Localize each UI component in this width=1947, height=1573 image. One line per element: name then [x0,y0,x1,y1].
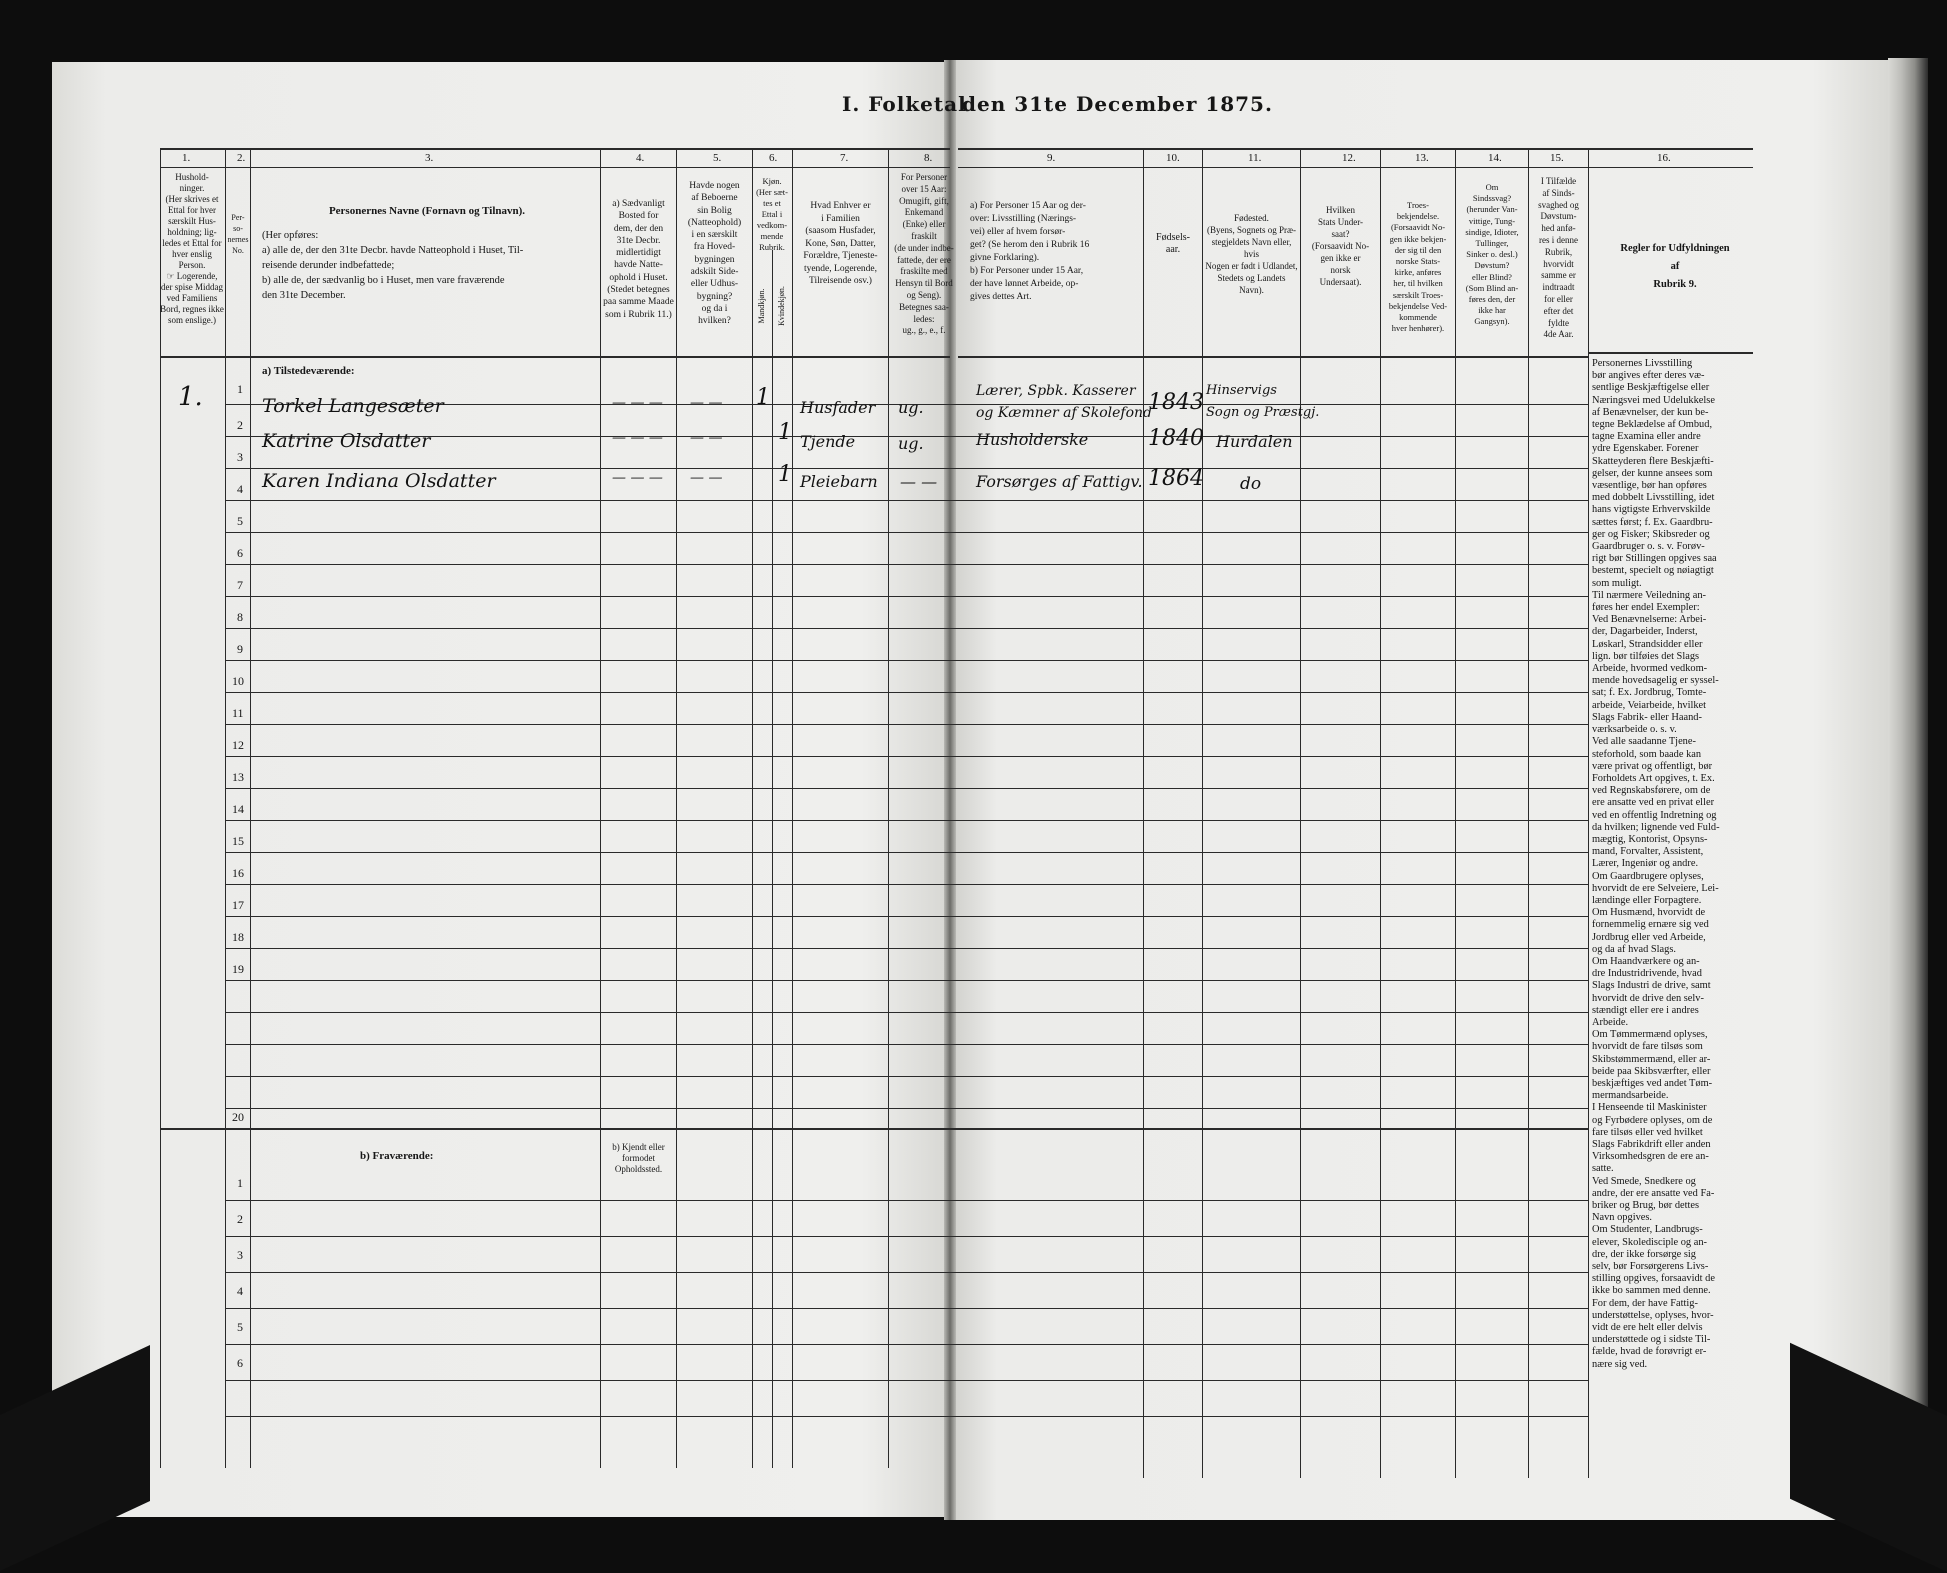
col-line [160,148,161,1468]
col-line [772,250,773,1468]
marital-status: ug. [898,398,924,417]
row-number: 5 [237,514,243,528]
row-number: 4 [237,482,243,496]
header-usual-residence: a) Sædvanligt Bosted for dem, der den 31te Decbr. midlertidigt havde Natte- ophold i Huset. (Stedet betegnes paa samme Maade som i Rubrik 11.) [603,199,674,320]
header-names-body: (Her opføres: a) alle de, der den 31te Decbr. havde Natteophold i Huset, Til- reisende derunder indbefattede; b) alle de, der sædvanlig bo i Huset, men vare fraværende den 31te December. [262,230,524,301]
absent-row-number: 1 [237,1176,243,1190]
row-line [225,724,1588,725]
col-line [1528,148,1529,1478]
row-line [225,948,1588,949]
col-line [888,148,889,1468]
col-number-2: 2. [237,152,246,164]
section-present: a) Tilstedeværende: [262,365,355,377]
header-birthplace: Fødested. (Byens, Sognets og Præ- stegjeldets Navn eller, hvis Nogen er født i Udlandet, Stedets og Landets Navn). [1205,213,1298,295]
header-sex-male: Mandkjøn. [757,288,766,324]
header-bottom-line-left [160,356,950,358]
col-line [225,148,226,1468]
col-line [752,148,753,1468]
col-number-8: 8. [924,152,933,164]
col-line [1380,148,1381,1478]
page-edges [1888,58,1928,1524]
row-number: 1 [237,382,243,396]
occupation: Husholderske [976,430,1089,449]
row-line [225,1308,1588,1309]
row-line [225,1272,1588,1273]
occupation: Forsørges af Fattigv. [976,472,1143,491]
header-occupation: a) For Personer 15 Aar og der- over: Livsstilling (Nærings- vei) eller af hvem forsør- get? (Se herom den i Rubrik 16 givne Forklaring). b) For Personer under 15 Aar, der have lønnet Arbeide, op- gives dettes Art. [970,201,1090,302]
absent-row-number: 4 [237,1284,243,1298]
col-line [676,148,677,1468]
absent-row-number: 5 [237,1320,243,1334]
row-line [225,1200,1588,1201]
col-line [1143,148,1144,1478]
row-line [225,1044,1588,1045]
marital-status: ug. [898,434,924,453]
family-role: Pleiebarn [800,472,878,491]
person-name: Karen Indiana Olsdatter [262,470,496,492]
row-line [225,692,1588,693]
header-religion: Troes- bekjendelse. (Forsaavidt No- gen ikke bekjen- der sig til den norske Stats- kirke, anføres her, til hvilken særskilt Troes- bekjendelse Ved- kommende hver henhører). [1388,200,1448,334]
col-number-11: 11. [1248,152,1262,164]
row-number: 3 [237,450,243,464]
row-line [225,532,1588,533]
row-number: 18 [232,930,244,944]
colnum-line-right [958,167,1753,168]
birth-year: 1840 [1148,426,1204,451]
header-outbuilding: Havde nogen af Beboerne sin Bolig (Natteophold) i en særskilt fra Hoved- bygningen adskilt Side- eller Udhus- bygning? og da i hvilken? [687,181,742,327]
header-onset: I Tilfælde af Sinds- svaghed og Døvstum- hed anfø- res i denne Rubrik, hvorvidt samme er indtraadt for eller efter det fyldte 4de Aar. [1538,176,1579,340]
col-number-16: 16. [1657,152,1671,164]
col-line [250,148,251,1468]
header-citizenship: Hvilken Stats Under- saat? (Forsaavidt No- gen ikke er norsk Undersaat). [1311,205,1370,287]
col-number-5: 5. [713,152,722,164]
row-number: 10 [232,674,244,688]
birthplace: do [1240,474,1262,494]
row-number: 11 [232,706,244,720]
person-name: Katrine Olsdatter [262,430,431,452]
header-disability: Om Sindssvag? (herunder Van- vittige, Tung- sindige, Idioter, Tullinger, Sinker o. desl.) Døvstum? eller Blind? (Som Blind an- føres den, der ikke har Gangsyn). [1465,182,1519,327]
absent-row-number: 6 [237,1356,243,1370]
table-top-line-right [958,148,1753,150]
row-line [225,788,1588,789]
col-number-15: 15. [1550,152,1564,164]
row-number: 14 [232,802,244,816]
birthplace: Hinservigs Sogn og Præstgj. [1206,383,1320,420]
row-line [225,564,1588,565]
row-line [225,596,1588,597]
col-number-9: 9. [1047,152,1056,164]
col-number-1: 1. [182,152,191,164]
col-line [792,148,793,1468]
row-line [225,1380,1588,1381]
header-sex: Kjøn. (Her sæt- tes et Ettal i vedkom- mende Rubrik. [756,176,788,252]
row-line [225,884,1588,885]
row-line [225,628,1588,629]
row-line [225,980,1588,981]
usual-residence: — — — [612,395,663,411]
row-line [225,468,1588,469]
row-number: 2 [237,418,243,432]
table-top-line-left [160,148,950,150]
row-number: 13 [232,770,244,784]
absent-residence-header: b) Kjendt eller formodet Opholdssted. [612,1142,665,1174]
row-line [225,1416,1588,1417]
row-number: 20 [232,1110,244,1124]
col-line [1455,148,1456,1478]
header-sex-female: Kvindekjøn. [777,286,786,326]
row-line [225,500,1588,501]
col16-header-line [1588,352,1753,354]
col-number-7: 7. [840,152,849,164]
row-number: 6 [237,546,243,560]
usual-residence: — — — [612,470,663,486]
title-right: den 31te December 1875. [962,92,1273,116]
rules-text: Personernes Livsstilling bør angives efter deres væ- sentlige Beskjæftigelse eller Næringsvei med Udelukkelse af Benævnelser, der kun be- tegne Beklædelse af Ombud, tagne Examina eller andre ydre Egenskaber. Forener Skatteyderen flere Beskjæfti- gelser, der kunne ansees som væsentlige, bør han opføres med dobbelt Livsstilling, idet hans vigtigste Erhvervskilde sættes først; f. Ex. Gaardbru- ger og Fisker; Skibsreder og Gaardbruger o. s. v. Forøv- rigt bør Stillingen opgives saa bestemt, specielt og nøiagtigt som muligt. Til nærmere Veiledning an- føres her endel Exempler: Ved Benævnelserne: Arbei- der, Dagarbeider, Inderst, Løskarl, Strandsidder eller lign. bør tilføies det Slags Arbeide, hvormed vedkom- mende hovedsagelig er syssel- sat; f. Ex. Jordbrug, Tomte- arbeide, Veiarbeide, hvilket Slags Fabrik- eller Haand- værksarbeide o. s. v. Ved alle saadanne Tjene- steforhold, som baade kan være privat og offentligt, bør Forholdets Art opgives, t. Ex. ved Regnskabsførere, om de ere ansatte ved en privat eller ved en offentlig Indretning og da hvilken; lignende ved Fuld- mægtig, Kontorist, Opsyns- mand, Forvalter, Assistent, Lærer, Ingeniør og andre. Om Gaardbrugere oplyses, hvorvidt de ere Selveiere, Lei- lændinge eller Forpagtere. Om Husmænd, hvorvidt de fornemmelig ernære sig ved Jordbrug eller ved Arbeide, og da af hvad Slags. Om Haandværkere og an- dre Industridrivende, hvad Slags Industri de drive, samt hvorvidt de drive den selv- stændigt eller ere i andres Arbeide. Om Tømmermænd oplyses, hvorvidt de fare tilsøs som Skibstømmermænd, eller ar- beide paa Skibsværfter, eller beskjæftiges ved andet Tøm- mermandsarbeide. I Henseende til Maskinister og Fyrbødere oplyses, om de fare tilsøs eller ved hvilket Slags Fabrikdrift eller anden Virksomhedsgren de ere an- satte. Ved Smede, Snedkere og andre, der ere ansatte ved Fa- briker og Brug, bør dettes Navn opgives. Om Studenter, Landbrugs- elever, Skoledisciple og an- dre, der ikke forsørge sig selv, bør Forsørgerens Livs- stilling opgives, forsaavidt de ikke bo sammen med denne. For dem, der have Fattig- understøttelse, oplyses, hvor- vidt de ere helt eller delvis understøttede og i sidste Til- fælde, hvad de forøvrigt er- nære sig ved. [1592,358,1720,1370]
absent-row-number: 2 [237,1212,243,1226]
row-number: 7 [237,578,243,592]
birth-year: 1864 [1148,466,1204,491]
usual-residence: — — — [612,430,663,446]
row-number: 16 [232,866,244,880]
clamp-left [0,1345,150,1571]
row-number: 17 [232,898,244,912]
header-marital: For Personer over 15 Aar: Omugift, gift, Enkemand (Enke) eller fraskilt (de under indbe- fattede, der ere fraskilte med Hensyn til Bord og Seng). Betegnes saa- ledes: ug., g., e., f. [894,172,954,336]
row-line [225,1344,1588,1345]
outbuilding: — — [690,430,723,446]
col-number-12: 12. [1342,152,1356,164]
absent-section-line [160,1128,1588,1130]
sex-male: 1 [756,385,770,410]
row-line [225,820,1588,821]
row-number: 9 [237,642,243,656]
col-line [1588,148,1589,1478]
family-role: Husfader [800,398,876,417]
row-line [225,1012,1588,1013]
row-line [225,852,1588,853]
col-number-4: 4. [636,152,645,164]
birth-year: 1843 [1148,390,1204,415]
outbuilding: — — [690,470,723,486]
col-number-14: 14. [1488,152,1502,164]
col-line [1300,148,1301,1478]
person-name: Torkel Langesæter [262,395,444,417]
col-line [600,148,601,1468]
header-names-title: Personernes Navne (Fornavn og Tilnavn). [328,205,526,217]
row-line [225,1236,1588,1237]
row-line [225,756,1588,757]
title-left: I. Folketal [842,92,967,116]
birthplace: Hurdalen [1216,432,1293,451]
header-rules: Regler for Udfyldningen af Rubrik 9. [1620,243,1730,290]
col-number-3: 3. [425,152,434,164]
absent-row-number: 3 [237,1248,243,1262]
header-family-role: Hvad Enhver er i Familien (saasom Husfader, Kone, Søn, Datter, Forældre, Tjeneste- tyende, Logerende, Tilreisende osv.) [803,201,878,286]
row-number: 12 [232,738,244,752]
col-line [1202,148,1203,1478]
family-role: Tjende [800,432,856,451]
row-line [225,916,1588,917]
col-number-6: 6. [769,152,778,164]
colnum-line-left [160,167,950,168]
row-line [225,660,1588,661]
occupation: Lærer, Spbk. Kasserer og Kæmner af Skolefond [976,383,1153,421]
sex-female: 1 [778,420,792,445]
marital-status: — — [900,472,938,491]
header-person-no: Per- so- nernes No. [227,213,249,255]
section-absent: b) Fraværende: [360,1150,434,1162]
row-number: 15 [232,834,244,848]
sex-female: 1 [778,462,792,487]
col-number-10: 10. [1166,152,1180,164]
row-line [225,1108,1588,1109]
row-number: 19 [232,962,244,976]
header-bottom-line-right [958,356,1588,358]
header-households: Hushold- ninger. (Her skrives et Ettal for hver særskilt Hus- holdning; lig- ledes et Ettal for hver enslig Person. ☞ Logerende, der spise Middag ved Familiens Bord, regnes ikke som enslige.) [160,172,224,325]
row-line [225,1076,1588,1077]
household-number: 1. [178,382,203,412]
outbuilding: — — [690,395,723,411]
row-number: 8 [237,610,243,624]
col-number-13: 13. [1415,152,1429,164]
header-birth-year: Fødsels- aar. [1156,232,1190,255]
